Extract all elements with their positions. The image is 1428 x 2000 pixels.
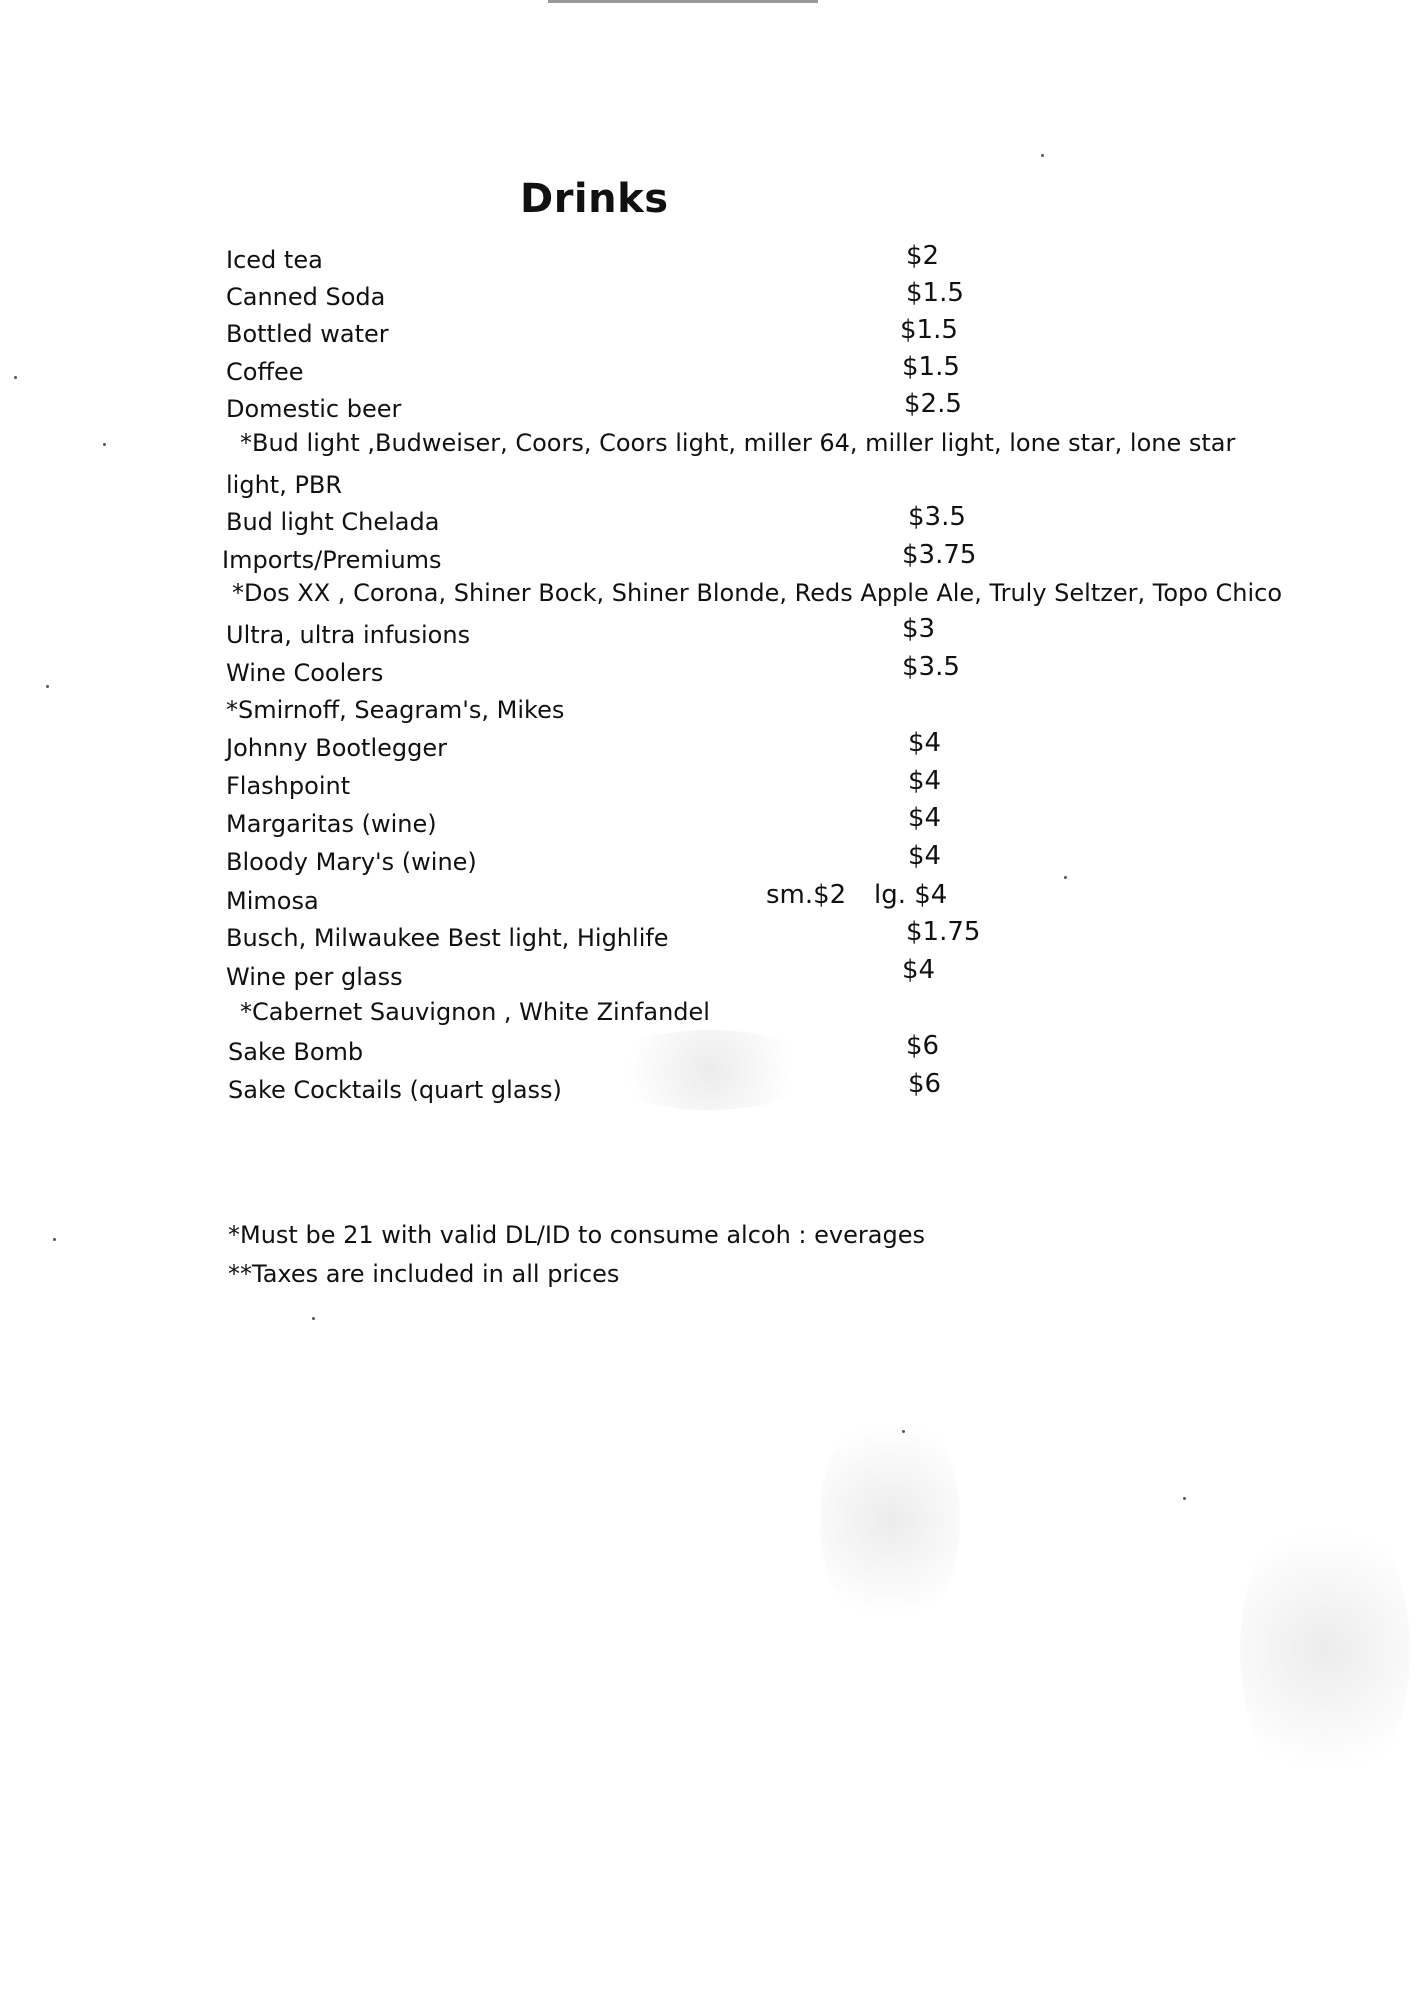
price-johnny-bootlegger: $4 — [908, 728, 942, 758]
price-sake-cocktails: $6 — [908, 1069, 942, 1099]
price-flashpoint: $4 — [908, 766, 942, 796]
item-sake-cocktails: Sake Cocktails (quart glass) — [228, 1076, 562, 1104]
item-margaritas: Margaritas (wine) — [226, 810, 437, 838]
scan-smudge — [1240, 1500, 1410, 1800]
item-johnny-bootlegger: Johnny Bootlegger — [226, 734, 448, 762]
item-domestic-beer: Domestic beer — [226, 395, 402, 423]
note-taxes: **Taxes are included in all prices — [228, 1260, 620, 1288]
scan-smudge — [820, 1400, 960, 1640]
scan-speck — [53, 1238, 56, 1241]
price-ultra: $3 — [902, 614, 936, 644]
price-canned-soda: $1.5 — [906, 278, 964, 308]
item-flashpoint: Flashpoint — [226, 772, 351, 800]
price-mimosa-large: lg. $4 — [874, 880, 948, 910]
item-coffee: Coffee — [226, 358, 304, 386]
item-bud-light-chelada: Bud light Chelada — [226, 508, 440, 536]
price-wine-coolers: $3.5 — [902, 652, 960, 682]
price-wine-per-glass: $4 — [902, 955, 936, 985]
item-mimosa: Mimosa — [226, 887, 319, 915]
item-sake-bomb: Sake Bomb — [228, 1038, 364, 1066]
price-imports-premiums: $3.75 — [902, 540, 977, 570]
price-mimosa-small: sm.$2 — [766, 880, 847, 910]
price-bloody-marys: $4 — [908, 841, 942, 871]
price-iced-tea: $2 — [906, 241, 940, 271]
item-wine-coolers: Wine Coolers — [226, 659, 384, 687]
price-coffee: $1.5 — [902, 352, 960, 382]
item-bloody-marys: Bloody Mary's (wine) — [226, 848, 477, 876]
item-busch: Busch, Milwaukee Best light, Highlife — [226, 924, 669, 952]
scan-speck — [14, 376, 17, 379]
item-bottled-water: Bottled water — [226, 320, 389, 348]
item-canned-soda: Canned Soda — [226, 283, 386, 311]
price-domestic-beer: $2.5 — [904, 389, 962, 419]
note-age-requirement: *Must be 21 with valid DL/ID to consume alcoh : everages — [228, 1221, 925, 1249]
item-domestic-beer-list: *Bud light ,Budweiser, Coors, Coors light, miller 64, miller light, lone star, lone star — [240, 429, 1236, 457]
scan-edge-mark — [548, 0, 818, 3]
price-bottled-water: $1.5 — [900, 315, 958, 345]
item-ultra: Ultra, ultra infusions — [226, 621, 471, 649]
scan-speck — [312, 1317, 315, 1320]
item-wine-per-glass: Wine per glass — [226, 963, 403, 991]
scan-speck — [103, 443, 106, 446]
scan-speck — [1041, 154, 1044, 157]
scan-speck — [1064, 876, 1067, 879]
scan-smudge — [600, 1030, 820, 1110]
price-sake-bomb: $6 — [906, 1031, 940, 1061]
item-imports-premiums: Imports/Premiums — [222, 546, 442, 574]
price-bud-light-chelada: $3.5 — [908, 502, 966, 532]
item-wine-coolers-list: *Smirnoff, Seagram's, Mikes — [226, 696, 565, 724]
page-title: Drinks — [520, 176, 669, 222]
item-iced-tea: Iced tea — [226, 246, 323, 274]
price-busch: $1.75 — [906, 917, 981, 947]
item-imports-list: *Dos XX , Corona, Shiner Bock, Shiner Blonde, Reds Apple Ale, Truly Seltzer, Topo Chico — [232, 579, 1283, 607]
item-domestic-beer-list-cont: light, PBR — [226, 471, 343, 499]
price-margaritas: $4 — [908, 803, 942, 833]
item-wine-list: *Cabernet Sauvignon , White Zinfandel — [240, 998, 710, 1026]
scan-speck — [1183, 1497, 1186, 1500]
scan-speck — [46, 685, 49, 688]
